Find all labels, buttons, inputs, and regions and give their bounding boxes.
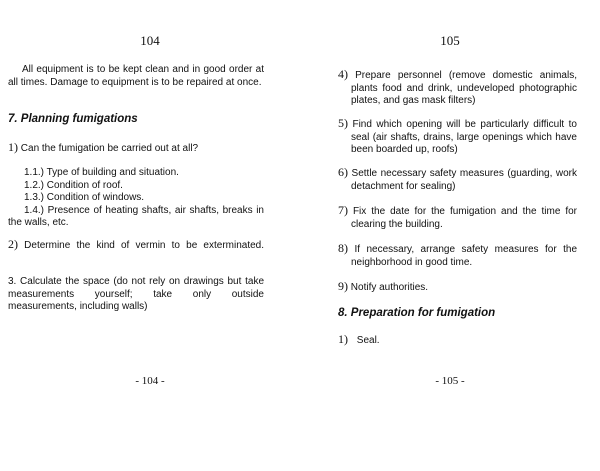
list-item (338, 166, 577, 193)
paragraph-equipment: All equipment is to be kept clean and in good order at all times. Damage to equipment is to be repaired at once. (8, 64, 264, 88)
item-text: If necessary, arrange safety measures for the neighborhood in good time. (351, 244, 578, 268)
section-heading-planning: 7. Planning fumigations (8, 113, 138, 125)
item-seal (338, 333, 564, 348)
page-number-top: 105 (440, 33, 460, 48)
list-item (338, 204, 577, 231)
subitem-list (8, 167, 264, 230)
list-item (338, 117, 577, 157)
item-1-text: Can the fumigation be carried out at all? (20, 143, 199, 154)
item-number: 7) (338, 203, 348, 217)
item-number: 6) (338, 165, 348, 179)
item-text: Find which opening will be particularly difficult to seal (air shafts, drains, large openings which have been boarded up, roofs) (351, 119, 577, 155)
item-1-number: 1) (8, 140, 18, 154)
right-page (300, 0, 600, 471)
item-number: 8) (338, 241, 348, 255)
item-text: Prepare personnel (remove domestic animals, plants food and drink, undeveloped photographic plates, and gas mask filters) (351, 70, 577, 106)
item-text: Notify authorities. (350, 282, 429, 293)
item-1 (8, 141, 264, 156)
item-seal-number: 1) (338, 332, 348, 346)
item-text: Fix the date for the fumigation and the time for clearing the building. (351, 206, 577, 230)
item-number: 4) (338, 67, 348, 81)
item-3: 3. Calculate the space (do not rely on drawings but take measurements yourself; take only outside measurements, including walls) (8, 276, 264, 312)
item-text: Settle necessary safety measures (guarding, work detachment for sealing) (351, 168, 577, 192)
subitem: 1.1.) Type of building and situation. (24, 167, 179, 178)
page-number-top: 104 (140, 33, 160, 48)
item-2-number: 2) (8, 237, 18, 251)
list-item (338, 242, 577, 269)
subitem: 1.3.) Condition of windows. (24, 192, 145, 203)
subitem: 1.2.) Condition of roof. (24, 179, 123, 191)
subitem: 1.4.) Presence of heating shafts, air shafts, breaks in the walls, etc. (8, 204, 264, 228)
item-seal-text: Seal. (356, 335, 380, 346)
page-number-bottom: - 104 - (135, 375, 165, 387)
list-item (338, 280, 577, 295)
item-number: 9) (338, 279, 348, 293)
section-heading-preparation: 8. Preparation for fumigation (338, 307, 496, 319)
item-2 (8, 238, 264, 253)
item-2-text: Determine the kind of vermin to be exterminated. (24, 240, 264, 251)
item-number: 5) (338, 116, 348, 130)
list-item (338, 68, 577, 108)
page-number-bottom: - 105 - (435, 375, 465, 387)
